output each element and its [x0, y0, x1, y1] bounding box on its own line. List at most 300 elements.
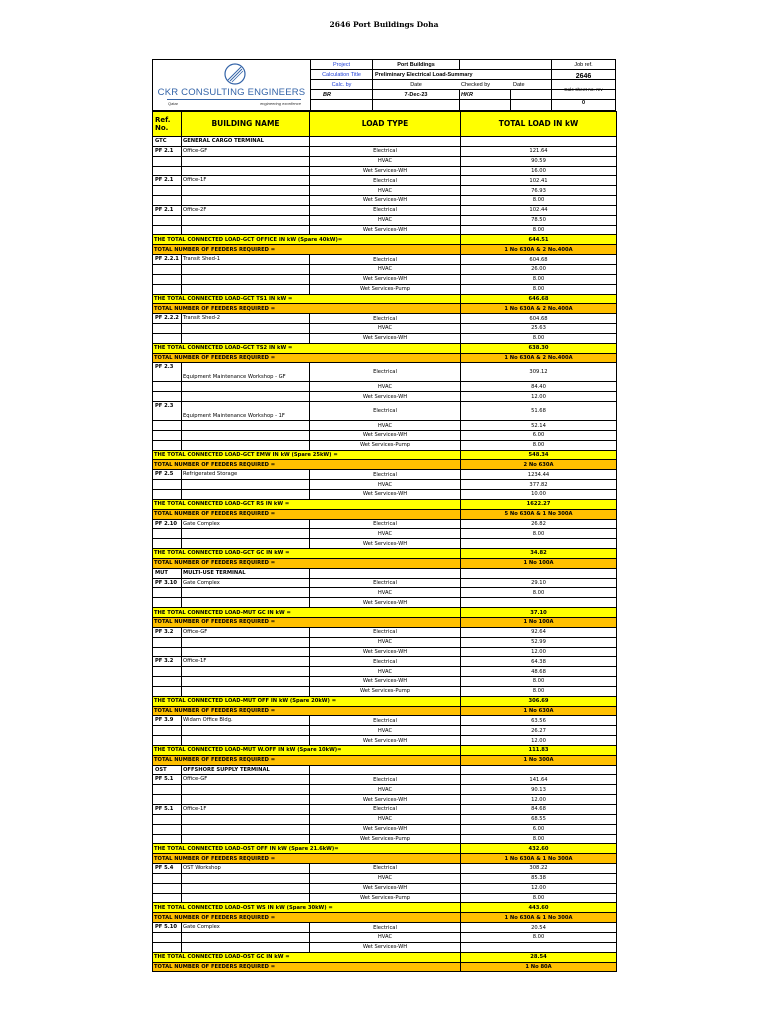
- building-name: Office-1F: [182, 176, 310, 186]
- load-type: HVAC: [310, 382, 461, 392]
- calculation-sheet: [152, 59, 616, 972]
- building-name: [182, 430, 310, 440]
- ref-number: [153, 677, 182, 687]
- table-body: [153, 137, 617, 972]
- ref-number: [153, 333, 182, 343]
- ref-number: [153, 284, 182, 294]
- load-value: 1234.44: [461, 470, 617, 480]
- load-type: Wet Services-Pump: [310, 834, 461, 844]
- load-value: 92.64: [461, 627, 617, 637]
- ref-number: PF 3.9: [153, 716, 182, 726]
- grid-line: [459, 60, 460, 70]
- load-value: 141.64: [461, 775, 617, 785]
- ref-number: PF 2.2.1: [153, 255, 182, 265]
- building-name: [182, 588, 310, 598]
- load-type: Wet Services-WH: [310, 736, 461, 746]
- load-value: 604.68: [461, 314, 617, 324]
- date2-label: Date: [513, 82, 525, 88]
- building-name: [182, 284, 310, 294]
- table-row: [153, 785, 617, 795]
- load-value: 10.00: [461, 490, 617, 500]
- section-name: MULTI-USE TERMINAL: [182, 568, 310, 578]
- feeders-label: TOTAL NUMBER OF FEEDERS REQUIRED =: [153, 755, 461, 765]
- feeders-label: TOTAL NUMBER OF FEEDERS REQUIRED =: [153, 913, 461, 923]
- load-value: 78.50: [461, 215, 617, 225]
- ref-number: [153, 814, 182, 824]
- table-row: [153, 430, 617, 440]
- calc-title-label: Calculation Title: [322, 72, 361, 78]
- calc-title-value: Preliminary Electrical Load-Summary: [375, 72, 473, 78]
- load-value: 12.00: [461, 736, 617, 746]
- ref-number: [153, 440, 182, 450]
- ref-number: PF 3.10: [153, 578, 182, 588]
- table-row: [153, 677, 617, 687]
- building-name: [182, 196, 310, 206]
- load-value: 26.27: [461, 726, 617, 736]
- ref-number: [153, 598, 182, 608]
- feeders-value: 1 No 100A: [461, 558, 617, 568]
- load-type: HVAC: [310, 873, 461, 883]
- load-value: 8.00: [461, 686, 617, 696]
- building-name: Equipment Maintenance Workshop - 1F: [182, 402, 310, 421]
- total-load-row: [153, 745, 617, 755]
- calc-sheet-value: 0: [581, 100, 586, 106]
- project-label: Project: [332, 62, 351, 68]
- load-value: 26.82: [461, 519, 617, 529]
- load-value: 377.82: [461, 480, 617, 490]
- grid-line: [510, 90, 511, 110]
- total-load-value: 111.83: [461, 745, 617, 755]
- load-summary-table: [152, 111, 617, 972]
- load-value: 8.00: [461, 440, 617, 450]
- load-value: 25.63: [461, 324, 617, 334]
- feeders-value: 1 No 100A: [461, 617, 617, 627]
- load-type: Electrical: [310, 314, 461, 324]
- ref-number: PF 5.10: [153, 923, 182, 933]
- load-value: 52.99: [461, 637, 617, 647]
- building-name: [182, 274, 310, 284]
- table-row: [153, 598, 617, 608]
- ref-number: [153, 588, 182, 598]
- feeders-label: TOTAL NUMBER OF FEEDERS REQUIRED =: [153, 854, 461, 864]
- total-load-value: 34.82: [461, 549, 617, 559]
- load-value: 102.41: [461, 176, 617, 186]
- ref-number: [153, 873, 182, 883]
- company-location: Qatar: [168, 101, 179, 106]
- date-label: Date: [410, 82, 422, 88]
- feeders-row: [153, 854, 617, 864]
- building-name: Widam Office Bldg.: [182, 716, 310, 726]
- building-name: [182, 539, 310, 549]
- building-name: [182, 490, 310, 500]
- feeders-row: [153, 304, 617, 314]
- load-value: 76.93: [461, 186, 617, 196]
- building-name: [182, 440, 310, 450]
- table-row: [153, 421, 617, 431]
- building-name: [182, 667, 310, 677]
- section-name: GENERAL CARGO TERMINAL: [182, 137, 310, 147]
- feeders-label: TOTAL NUMBER OF FEEDERS REQUIRED =: [153, 558, 461, 568]
- ref-number: [153, 421, 182, 431]
- building-name: [182, 421, 310, 431]
- load-type: HVAC: [310, 264, 461, 274]
- load-type: HVAC: [310, 814, 461, 824]
- load-value: 8.00: [461, 333, 617, 343]
- ref-number: PF 5.4: [153, 864, 182, 874]
- building-name: [182, 736, 310, 746]
- load-type: Wet Services-Pump: [310, 284, 461, 294]
- feeders-value: 1 No 630A & 2 No.400A: [461, 304, 617, 314]
- total-load-value: 28.54: [461, 952, 617, 962]
- feeders-row: [153, 245, 617, 255]
- load-value: [461, 942, 617, 952]
- table-row: [153, 274, 617, 284]
- feeders-label: TOTAL NUMBER OF FEEDERS REQUIRED =: [153, 617, 461, 627]
- ref-number: PF 3.2: [153, 657, 182, 667]
- load-value: 64.38: [461, 657, 617, 667]
- load-type: Wet Services-WH: [310, 647, 461, 657]
- table-row: [153, 314, 617, 324]
- total-load-label: THE TOTAL CONNECTED LOAD-GCT RS IN kW =: [153, 499, 461, 509]
- table-row: [153, 440, 617, 450]
- load-value: 8.00: [461, 225, 617, 235]
- load-type: HVAC: [310, 932, 461, 942]
- building-name: Office-2F: [182, 205, 310, 215]
- load-type: Electrical: [310, 255, 461, 265]
- building-name: [182, 785, 310, 795]
- feeders-label: TOTAL NUMBER OF FEEDERS REQUIRED =: [153, 460, 461, 470]
- total-load-row: [153, 608, 617, 618]
- column-header-total-load: TOTAL LOAD IN kW: [461, 112, 617, 137]
- load-type: Wet Services-WH: [310, 598, 461, 608]
- table-row: [153, 588, 617, 598]
- load-type: Electrical: [310, 775, 461, 785]
- load-type: Wet Services-WH: [310, 430, 461, 440]
- table-row: [153, 215, 617, 225]
- ref-number: [153, 480, 182, 490]
- ref-number: PF 3.2: [153, 627, 182, 637]
- ref-number: [153, 932, 182, 942]
- building-name: [182, 166, 310, 176]
- load-type: Electrical: [310, 627, 461, 637]
- load-value: [461, 598, 617, 608]
- table-row: [153, 264, 617, 274]
- empty-cell: [310, 137, 461, 147]
- section-code: GTC: [153, 137, 182, 147]
- building-name: Transit Shed-2: [182, 314, 310, 324]
- ref-number: PF 2.1: [153, 176, 182, 186]
- table-row: [153, 205, 617, 215]
- ref-number: [153, 726, 182, 736]
- section-row: [153, 568, 617, 578]
- total-load-value: 644.51: [461, 235, 617, 245]
- building-name: Transit Shed-1: [182, 255, 310, 265]
- load-value: 8.00: [461, 932, 617, 942]
- table-row: [153, 864, 617, 874]
- total-load-row: [153, 549, 617, 559]
- ref-number: [153, 430, 182, 440]
- table-row: [153, 814, 617, 824]
- feeders-value: 1 No 80A: [461, 962, 617, 972]
- checked-by-label: Checked by: [461, 82, 491, 88]
- table-row: [153, 686, 617, 696]
- table-row: [153, 657, 617, 667]
- load-type: HVAC: [310, 588, 461, 598]
- load-type: Electrical: [310, 470, 461, 480]
- load-type: HVAC: [310, 480, 461, 490]
- building-name: Office-GF: [182, 146, 310, 156]
- table-header-row: [153, 112, 617, 137]
- load-type: Wet Services-WH: [310, 333, 461, 343]
- load-value: 8.00: [461, 677, 617, 687]
- table-row: [153, 324, 617, 334]
- load-type: Electrical: [310, 923, 461, 933]
- total-load-row: [153, 343, 617, 353]
- building-name: Gate Complex: [182, 519, 310, 529]
- ref-number: [153, 667, 182, 677]
- load-type: Wet Services-WH: [310, 539, 461, 549]
- load-value: 90.13: [461, 785, 617, 795]
- table-row: [153, 736, 617, 746]
- ref-number: PF 2.2.2: [153, 314, 182, 324]
- table-row: [153, 490, 617, 500]
- building-name: Office-1F: [182, 805, 310, 815]
- ref-number: PF 2.1: [153, 146, 182, 156]
- ref-number: [153, 529, 182, 539]
- document-title: 2646 Port Buildings Doha: [329, 20, 439, 29]
- feeders-value: 1 No 300A: [461, 755, 617, 765]
- total-load-value: 37.10: [461, 608, 617, 618]
- load-type: Wet Services-Pump: [310, 893, 461, 903]
- building-name: [182, 156, 310, 166]
- total-load-label: THE TOTAL CONNECTED LOAD-MUT W.OFF IN kW (Spare 10kW)=: [153, 745, 461, 755]
- table-row: [153, 176, 617, 186]
- load-value: 85.38: [461, 873, 617, 883]
- total-load-label: THE TOTAL CONNECTED LOAD-MUT OFF IN kW (Spare 20kW) =: [153, 696, 461, 706]
- load-type: Wet Services-WH: [310, 196, 461, 206]
- load-type: Electrical: [310, 363, 461, 382]
- project-value: Port Buildings: [397, 62, 435, 68]
- building-name: Office-GF: [182, 775, 310, 785]
- load-type: HVAC: [310, 667, 461, 677]
- load-type: Electrical: [310, 146, 461, 156]
- table-row: [153, 186, 617, 196]
- building-name: [182, 264, 310, 274]
- empty-cell: [461, 765, 617, 775]
- load-value: 68.55: [461, 814, 617, 824]
- table-row: [153, 529, 617, 539]
- feeders-row: [153, 755, 617, 765]
- load-type: HVAC: [310, 186, 461, 196]
- building-name: Office-GF: [182, 627, 310, 637]
- table-row: [153, 824, 617, 834]
- empty-cell: [461, 137, 617, 147]
- ref-number: [153, 647, 182, 657]
- table-row: [153, 627, 617, 637]
- company-logo-icon: [224, 63, 246, 85]
- load-value: 12.00: [461, 795, 617, 805]
- load-type: Wet Services-Pump: [310, 686, 461, 696]
- building-name: [182, 873, 310, 883]
- table-row: [153, 166, 617, 176]
- feeders-value: 1 No 630A & 1 No 300A: [461, 913, 617, 923]
- load-type: Wet Services-WH: [310, 795, 461, 805]
- feeders-value: 5 No 630A & 1 No 300A: [461, 509, 617, 519]
- load-value: 8.00: [461, 196, 617, 206]
- ref-number: [153, 215, 182, 225]
- feeders-label: TOTAL NUMBER OF FEEDERS REQUIRED =: [153, 245, 461, 255]
- ref-number: [153, 382, 182, 392]
- load-value: 16.00: [461, 166, 617, 176]
- total-load-row: [153, 450, 617, 460]
- building-name: [182, 647, 310, 657]
- table-row: [153, 519, 617, 529]
- ref-number: PF 5.1: [153, 805, 182, 815]
- ref-number: [153, 893, 182, 903]
- load-value: 121.64: [461, 146, 617, 156]
- load-type: HVAC: [310, 637, 461, 647]
- building-name: [182, 480, 310, 490]
- table-row: [153, 470, 617, 480]
- total-load-label: THE TOTAL CONNECTED LOAD-OST OFF IN kW (Spare 21.6kW)=: [153, 844, 461, 854]
- ref-number: [153, 686, 182, 696]
- load-type: Wet Services-WH: [310, 883, 461, 893]
- ref-number: [153, 736, 182, 746]
- total-load-row: [153, 844, 617, 854]
- ref-number: [153, 324, 182, 334]
- ref-number: [153, 785, 182, 795]
- ref-number: PF 5.1: [153, 775, 182, 785]
- building-name: [182, 814, 310, 824]
- building-name: [182, 942, 310, 952]
- table-row: [153, 883, 617, 893]
- section-code: MUT: [153, 568, 182, 578]
- building-name: [182, 686, 310, 696]
- table-row: [153, 923, 617, 933]
- load-value: 6.00: [461, 430, 617, 440]
- load-value: 20.54: [461, 923, 617, 933]
- building-name: [182, 883, 310, 893]
- total-load-value: 432.60: [461, 844, 617, 854]
- total-load-row: [153, 952, 617, 962]
- load-type: Wet Services-WH: [310, 274, 461, 284]
- load-value: 84.40: [461, 382, 617, 392]
- load-value: 8.00: [461, 274, 617, 284]
- job-ref-value: 2646: [575, 73, 592, 80]
- load-type: Electrical: [310, 578, 461, 588]
- total-load-label: THE TOTAL CONNECTED LOAD-GCT EMW IN kW (Spare 25kW) =: [153, 450, 461, 460]
- building-name: [182, 932, 310, 942]
- ref-number: [153, 225, 182, 235]
- total-load-label: THE TOTAL CONNECTED LOAD-OST GC IN kW =: [153, 952, 461, 962]
- job-ref-label: Job ref.: [574, 62, 593, 68]
- load-value: 8.00: [461, 588, 617, 598]
- table-row: [153, 637, 617, 647]
- feeders-row: [153, 913, 617, 923]
- table-row: [153, 873, 617, 883]
- feeders-value: 1 No 630A: [461, 706, 617, 716]
- checked-by-value: HKR: [461, 92, 473, 98]
- table-row: [153, 932, 617, 942]
- feeders-label: TOTAL NUMBER OF FEEDERS REQUIRED =: [153, 353, 461, 363]
- calc-by-label: Calc. by: [331, 82, 352, 88]
- load-value: 8.00: [461, 893, 617, 903]
- feeders-value: 1 No 630A & 2 No.400A: [461, 245, 617, 255]
- load-value: 84.68: [461, 805, 617, 815]
- load-type: HVAC: [310, 726, 461, 736]
- total-load-label: THE TOTAL CONNECTED LOAD-OST WS IN kW (Spare 30kW) =: [153, 903, 461, 913]
- load-type: Wet Services-WH: [310, 942, 461, 952]
- calc-by-value: BR: [323, 92, 331, 98]
- total-load-value: 1622.27: [461, 499, 617, 509]
- feeders-value: 1 No 630A & 2 No.400A: [461, 353, 617, 363]
- total-load-row: [153, 294, 617, 304]
- table-row: [153, 667, 617, 677]
- ref-number: PF 2.3: [153, 402, 182, 421]
- table-row: [153, 255, 617, 265]
- table-row: [153, 402, 617, 421]
- building-name: [182, 795, 310, 805]
- feeders-row: [153, 558, 617, 568]
- building-name: [182, 637, 310, 647]
- building-name: [182, 598, 310, 608]
- load-value: 308.22: [461, 864, 617, 874]
- table-row: [153, 539, 617, 549]
- load-value: 26.00: [461, 264, 617, 274]
- table-row: [153, 284, 617, 294]
- building-name: [182, 333, 310, 343]
- load-type: Wet Services-WH: [310, 166, 461, 176]
- table-row: [153, 893, 617, 903]
- logo-divider: [167, 99, 301, 100]
- ref-number: [153, 834, 182, 844]
- table-row: [153, 578, 617, 588]
- building-name: Equipment Maintenance Workshop - GF: [182, 363, 310, 382]
- load-value: 48.68: [461, 667, 617, 677]
- ref-number: [153, 637, 182, 647]
- ref-number: [153, 156, 182, 166]
- column-header-load-type: LOAD TYPE: [310, 112, 461, 137]
- table-row: [153, 196, 617, 206]
- company-tagline: engineering excellence: [260, 101, 301, 106]
- load-value: 102.44: [461, 205, 617, 215]
- total-load-row: [153, 235, 617, 245]
- building-name: Refrigerated Storage: [182, 470, 310, 480]
- ref-number: [153, 274, 182, 284]
- building-name: [182, 726, 310, 736]
- load-type: HVAC: [310, 215, 461, 225]
- building-name: OST Workshop: [182, 864, 310, 874]
- table-row: [153, 225, 617, 235]
- ref-number: [153, 824, 182, 834]
- table-row: [153, 392, 617, 402]
- building-name: [182, 834, 310, 844]
- total-load-label: THE TOTAL CONNECTED LOAD-MUT GC IN kW =: [153, 608, 461, 618]
- total-load-label: THE TOTAL CONNECTED LOAD-GCT GC IN kW =: [153, 549, 461, 559]
- load-type: HVAC: [310, 421, 461, 431]
- section-row: [153, 137, 617, 147]
- feeders-row: [153, 962, 617, 972]
- total-load-label: THE TOTAL CONNECTED LOAD-GCT TS1 IN kW =: [153, 294, 461, 304]
- building-name: Gate Complex: [182, 578, 310, 588]
- ref-number: [153, 196, 182, 206]
- ref-number: [153, 264, 182, 274]
- feeders-row: [153, 509, 617, 519]
- load-value: 604.68: [461, 255, 617, 265]
- load-value: [461, 539, 617, 549]
- load-type: Electrical: [310, 519, 461, 529]
- column-header-ref: Ref. No.: [153, 112, 182, 137]
